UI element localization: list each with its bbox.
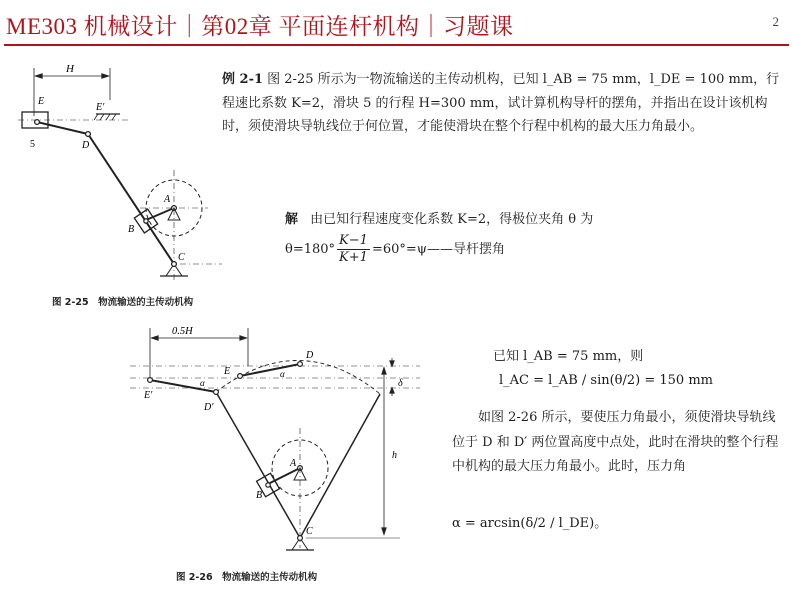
figure-2-25-caption: 图 2-25 物流输送的主传动机构 <box>52 297 194 308</box>
label-E: E <box>38 96 45 107</box>
figure-2-26-caption: 图 2-26 物流输送的主传动机构 <box>176 572 318 583</box>
figure-2-26 <box>130 318 430 568</box>
solution-intro-text: 由已知行程速度变化系数 K=2，得极位夹角 θ 为 <box>310 212 594 227</box>
given-lab: 已知 l_AB = 75 mm，则 <box>493 349 644 364</box>
label-5: 5 <box>30 139 35 150</box>
label-h: h <box>392 450 397 461</box>
label-C: C <box>178 252 185 263</box>
slide-title: ME303 机械设计｜第02章 平面连杆机构｜习题课 <box>6 14 514 39</box>
label-H: H <box>66 63 74 75</box>
label-D-prime: D′ <box>204 402 214 413</box>
label-A: A <box>290 458 297 469</box>
label-D: D <box>82 140 90 151</box>
formula-num: K−1 <box>339 233 368 248</box>
label-A: A <box>164 194 171 205</box>
solution-label: 解 <box>285 212 299 227</box>
problem-label: 例 2-1 <box>222 72 264 87</box>
solution-intro <box>285 208 593 227</box>
problem-body: 图 2-25 所示为一物流输送的主传动机构，已知 l_AB = 75 mm，l_DE = 100 mm，行程速比系数 K=2，滑块 5 的行程 H=300 mm，试计算机构导杆的摆角，并指出在设计该机构时，须使滑块导轨线位于何位置，才能使滑块在整个行程中机构的最大压力角最小。 <box>222 72 780 134</box>
label-D: D <box>306 350 314 361</box>
figure-2-25 <box>0 60 230 290</box>
slide-header <box>0 0 793 48</box>
label-alpha-1: α <box>200 378 205 388</box>
label-E-prime: E′ <box>96 102 105 113</box>
header-rule <box>4 44 789 46</box>
problem-text <box>222 68 784 139</box>
label-E-prime: E′ <box>144 390 153 401</box>
label-C: C <box>306 526 313 537</box>
analysis-text: 如图 2-26 所示，要使压力角最小，须使滑块导轨线位于 D 和 D′ 两位置高度中点处，此时在滑块的整个行程中机构的最大压力角最小。此时，压力角 <box>452 410 779 474</box>
lac-formula: l_AC = l_AB / sin(θ/2) = 150 mm <box>499 373 713 388</box>
alpha-formula: α = arcsin(δ/2 / l_DE)。 <box>452 516 608 531</box>
label-B: B <box>128 224 135 235</box>
label-delta: δ <box>398 378 403 389</box>
page-number: 2 <box>772 14 779 29</box>
label-half-H: 0.5H <box>172 326 193 337</box>
label-alpha-2: α <box>280 369 285 379</box>
formula-fraction <box>337 233 370 266</box>
formula-rhs: =60°=ψ——导杆摆角 <box>371 242 505 257</box>
formula-lhs: θ=180° <box>285 242 336 257</box>
label-E: E <box>224 366 231 377</box>
label-B: B <box>256 490 263 501</box>
theta-formula <box>285 233 505 273</box>
formula-den: K+1 <box>339 250 368 265</box>
